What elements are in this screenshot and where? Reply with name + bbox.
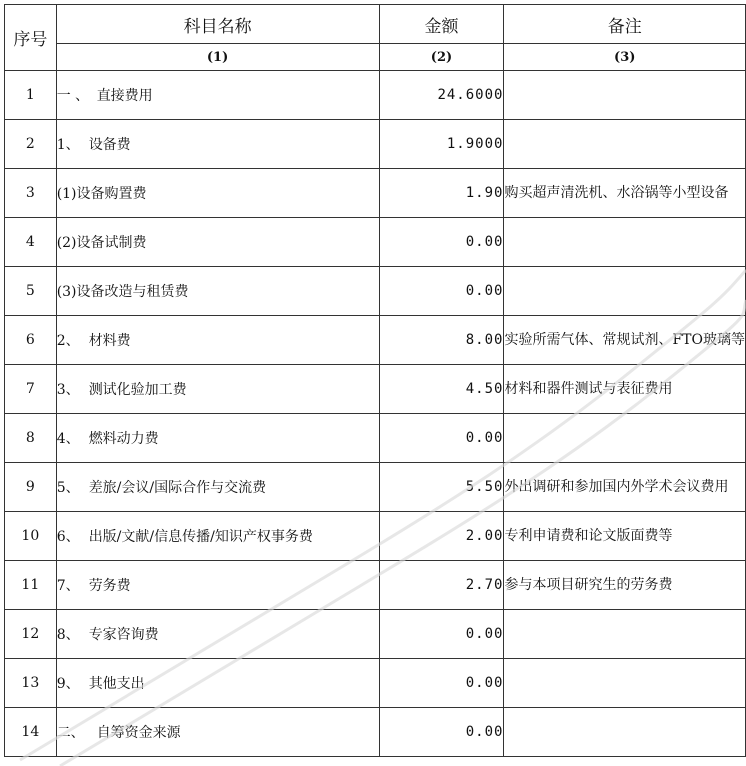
header-sub-name: (1) (56, 44, 379, 71)
row-amount: 1.90 (379, 169, 504, 218)
row-prefix: 9、 (56, 676, 80, 692)
row-prefix: 4、 (56, 431, 80, 447)
header-no: 序号 (5, 5, 57, 71)
row-amount: 8.00 (379, 316, 504, 365)
row-amount: 0.00 (379, 708, 504, 757)
row-note: 购买超声清洗机、水浴锅等小型设备 (504, 169, 746, 218)
row-label: 专家咨询费 (88, 627, 159, 643)
row-label: 直接费用 (96, 88, 153, 104)
table-row (5, 463, 746, 512)
row-no: 3 (5, 169, 57, 218)
header-note: 备注 (504, 5, 746, 44)
row-label: (3)设备改造与租赁费 (56, 284, 189, 300)
row-label: 其他支出 (88, 676, 145, 692)
row-note: 专利申请费和论文版面费等 (504, 512, 746, 561)
table-row (5, 267, 746, 316)
row-name (56, 71, 379, 120)
row-name (56, 316, 379, 365)
row-prefix: 3、 (56, 382, 80, 398)
row-prefix: 8、 (56, 627, 80, 643)
row-note: 参与本项目研究生的劳务费 (504, 561, 746, 610)
table-row (5, 610, 746, 659)
row-amount: 2.70 (379, 561, 504, 610)
row-no: 9 (5, 463, 57, 512)
row-no: 13 (5, 659, 57, 708)
row-name (56, 659, 379, 708)
row-note (504, 659, 746, 708)
header-subrow (5, 44, 746, 71)
row-name (56, 267, 379, 316)
table-row (5, 120, 746, 169)
row-no: 7 (5, 365, 57, 414)
row-note (504, 218, 746, 267)
table-row (5, 708, 746, 757)
row-no: 11 (5, 561, 57, 610)
row-name (56, 463, 379, 512)
row-label: 材料费 (88, 333, 131, 349)
row-note: 实验所需气体、常规试剂、FTO玻璃等 (504, 316, 746, 365)
row-prefix: 1、 (56, 137, 80, 153)
row-name (56, 169, 379, 218)
row-no: 6 (5, 316, 57, 365)
row-name (56, 610, 379, 659)
row-label: 劳务费 (88, 578, 131, 594)
row-name (56, 120, 379, 169)
row-note (504, 120, 746, 169)
table-row (5, 71, 746, 120)
table-row (5, 414, 746, 463)
row-no: 4 (5, 218, 57, 267)
row-no: 12 (5, 610, 57, 659)
row-amount: 1.9000 (379, 120, 504, 169)
row-amount: 4.50 (379, 365, 504, 414)
row-amount: 2.00 (379, 512, 504, 561)
row-name (56, 218, 379, 267)
header-amount: 金额 (379, 5, 504, 44)
row-amount: 0.00 (379, 267, 504, 316)
row-label: 自筹资金来源 (96, 725, 181, 741)
row-name (56, 414, 379, 463)
row-no: 1 (5, 71, 57, 120)
table-row (5, 169, 746, 218)
row-prefix: 二、 (56, 725, 85, 741)
row-amount: 0.00 (379, 218, 504, 267)
row-note: 材料和器件测试与表征费用 (504, 365, 746, 414)
row-label: 燃料动力费 (88, 431, 159, 447)
row-no: 5 (5, 267, 57, 316)
header-sub-amount: (2) (379, 44, 504, 71)
row-no: 10 (5, 512, 57, 561)
budget-table (4, 4, 746, 757)
row-amount: 24.6000 (379, 71, 504, 120)
row-note (504, 708, 746, 757)
row-label: 设备费 (88, 137, 131, 153)
table-row (5, 561, 746, 610)
row-name (56, 708, 379, 757)
row-name (56, 365, 379, 414)
row-name (56, 512, 379, 561)
row-amount: 0.00 (379, 610, 504, 659)
row-amount: 5.50 (379, 463, 504, 512)
row-no: 14 (5, 708, 57, 757)
row-note (504, 610, 746, 659)
row-label: 差旅/会议/国际合作与交流费 (88, 480, 267, 496)
table-row (5, 659, 746, 708)
row-no: 2 (5, 120, 57, 169)
table-row (5, 316, 746, 365)
row-prefix: 一 、 (56, 88, 90, 104)
row-amount: 0.00 (379, 659, 504, 708)
header-row (5, 5, 746, 44)
row-prefix: 6、 (56, 529, 80, 545)
row-prefix: 2、 (56, 333, 80, 349)
row-label: (1)设备购置费 (56, 186, 147, 202)
header-name: 科目名称 (56, 5, 379, 44)
table-row (5, 365, 746, 414)
table-row (5, 512, 746, 561)
header-sub-note: (3) (504, 44, 746, 71)
row-prefix: 7、 (56, 578, 80, 594)
row-note (504, 414, 746, 463)
row-label: 出版/文献/信息传播/知识产权事务费 (88, 529, 313, 545)
row-name (56, 561, 379, 610)
row-label: (2)设备试制费 (56, 235, 147, 251)
table-row (5, 218, 746, 267)
row-amount: 0.00 (379, 414, 504, 463)
row-note (504, 267, 746, 316)
row-note (504, 71, 746, 120)
row-note: 外出调研和参加国内外学术会议费用 (504, 463, 746, 512)
row-label: 测试化验加工费 (88, 382, 187, 398)
row-no: 8 (5, 414, 57, 463)
row-prefix: 5、 (56, 480, 80, 496)
